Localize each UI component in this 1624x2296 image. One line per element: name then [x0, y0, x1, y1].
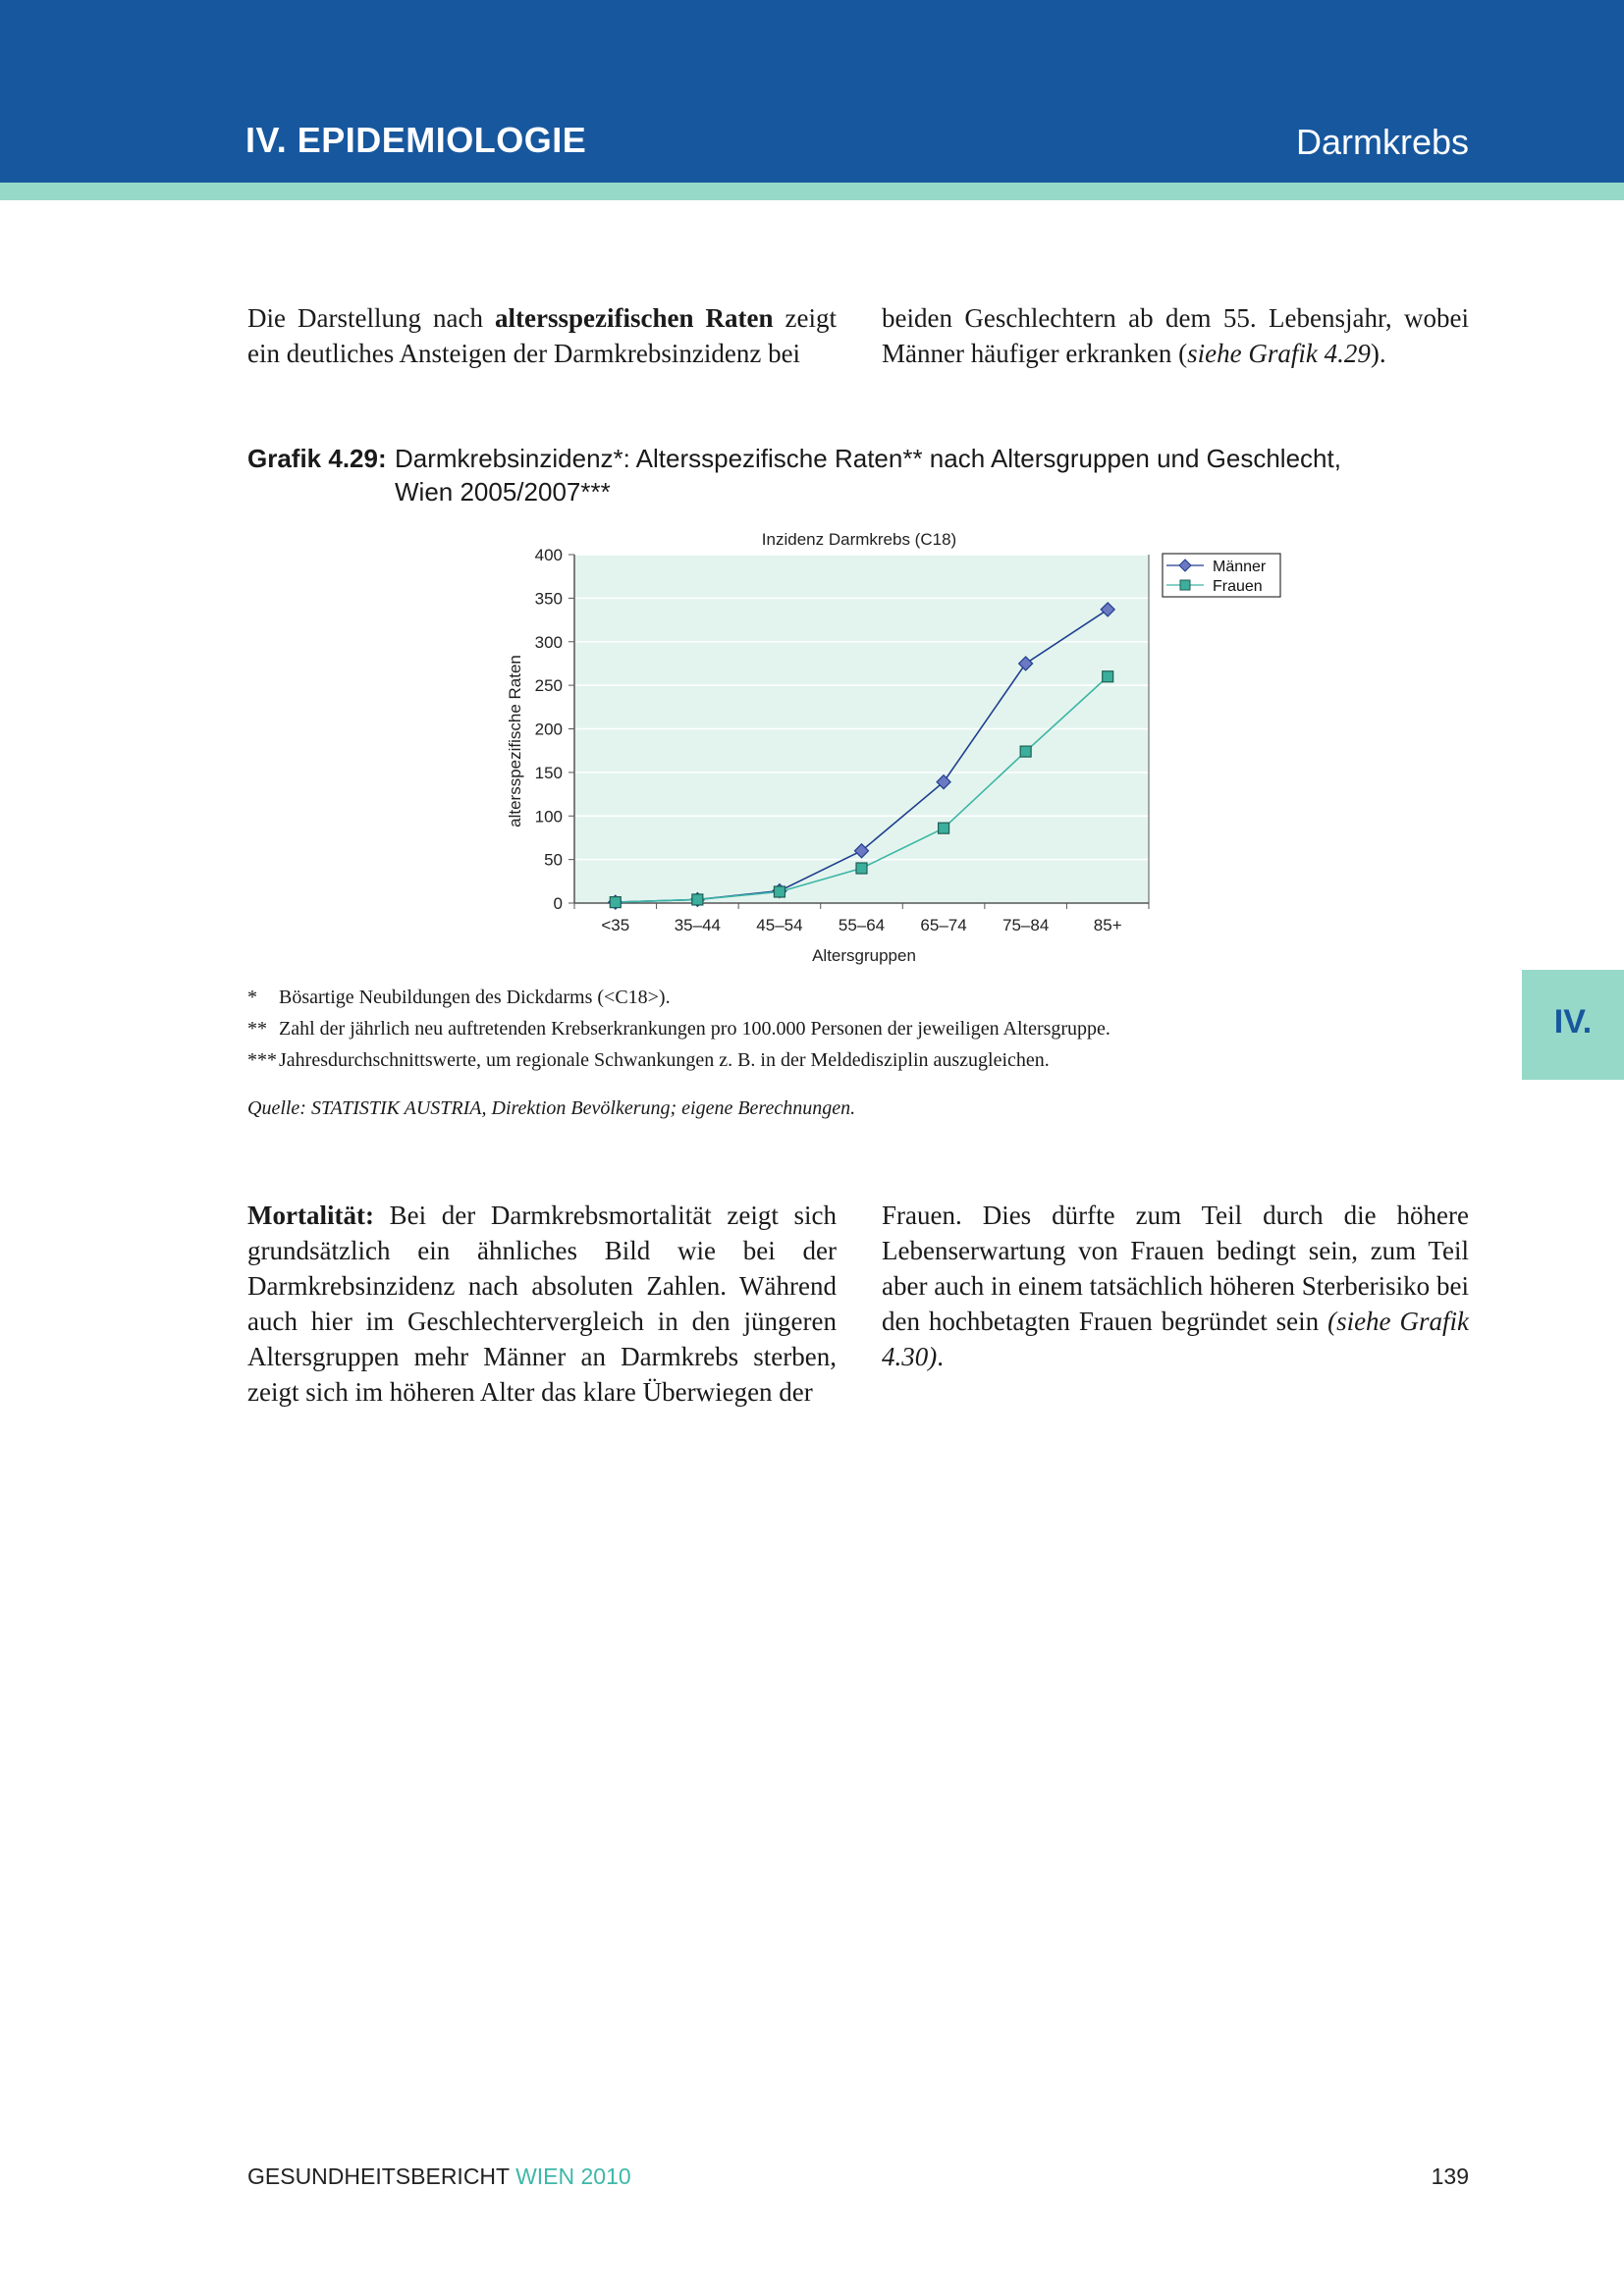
mortality-right-paragraph: Frauen. Dies dürfte zum Teil durch die höhere Lebenserwartung von Frauen bedingt sein, zum Teil aber auch in einem tatsächlich höheren Sterberisiko bei den hochbetagten Frauen begründet sein (siehe Grafik 4.30).	[882, 1201, 1469, 1371]
figure-reference: siehe Grafik 4.29	[1187, 339, 1371, 368]
data-point-frauen	[610, 897, 621, 908]
y-tick-label: 250	[534, 676, 563, 696]
x-tick-label: <35	[601, 916, 630, 934]
x-tick-labels	[574, 903, 1149, 934]
data-point-frauen	[1103, 671, 1113, 682]
intro-left-paragraph: Die Darstellung nach altersspezifischen Raten zeigt ein deutliches Ansteigen der Darmkrebsinzidenz bei	[247, 303, 837, 368]
legend-label-maenner: Männer	[1213, 559, 1267, 575]
y-tick-label: 200	[534, 720, 563, 739]
mortality-heading: Mortalität:	[247, 1201, 374, 1230]
chart-title: Inzidenz Darmkrebs (C18)	[761, 530, 957, 549]
incidence-line-chart	[481, 520, 1316, 972]
topic-title: Darmkrebs	[1295, 122, 1469, 162]
figure-caption-text: Darmkrebsinzidenz*: Altersspezifische Raten** nach Altersgruppen und Geschlecht, Wien 2005/2007***	[395, 444, 1341, 507]
chapter-side-tab-label: IV.	[1553, 1003, 1593, 1041]
x-tick-label: 85+	[1093, 916, 1122, 934]
intro-bold-term: altersspezifischen Raten	[495, 303, 774, 333]
legend-label-frauen: Frauen	[1213, 578, 1263, 595]
footer-publication: GESUNDHEITSBERICHT WIEN 2010	[247, 2163, 631, 2189]
footnote-3: *** Jahresdurchschnittswerte, um regionale Schwankungen z. B. in der Meldedisziplin auszugleichen.	[247, 1049, 1050, 1071]
y-tick-label: 0	[553, 894, 563, 913]
footnote-2: ** Zahl der jährlich neu auftretenden Krebserkrankungen pro 100.000 Personen der jeweiligen Altersgruppe.	[247, 1018, 1110, 1040]
data-point-frauen	[856, 863, 867, 874]
y-axis-label: altersspezifische Raten	[506, 655, 524, 828]
figure-label: Grafik 4.29:	[247, 444, 387, 473]
legend	[1163, 554, 1280, 597]
x-tick-label: 75–84	[1002, 916, 1050, 934]
y-tick-label: 300	[534, 632, 563, 652]
data-point-frauen	[939, 823, 949, 833]
y-tick-label: 100	[534, 807, 563, 827]
x-tick-label: 65–74	[920, 916, 967, 934]
y-tick-label: 400	[534, 546, 563, 564]
legend-marker-frauen	[1180, 580, 1190, 590]
header-stripe	[0, 183, 1624, 200]
mortality-left-paragraph: Mortalität: Bei der Darmkrebsmortalität zeigt sich grundsätzlich ein ähnliches Bild wie bei der Darmkrebsinzidenz nach absoluten Zahlen. Während auch hier im Geschlechtervergleich in den jüngeren Altersgruppen mehr Männer an Darmkrebs sterben, zeigt sich im höheren Alter das klare Überwiegen der	[247, 1201, 837, 1407]
y-tick-labels	[535, 546, 574, 913]
page-number: 139	[1431, 2163, 1469, 2189]
x-tick-label: 35–44	[674, 916, 721, 934]
x-tick-label: 45–54	[756, 916, 803, 934]
section-title: IV. EPIDEMIOLOGIE	[245, 120, 587, 160]
chapter-side-tab	[1522, 970, 1624, 1080]
data-point-frauen	[692, 894, 703, 905]
intro-right-paragraph: beiden Geschlechtern ab dem 55. Lebensjahr, wobei Männer häufiger erkranken (siehe Grafik 4.29).	[882, 303, 1469, 368]
footnote-1: * Bösartige Neubildungen des Dickdarms (<C18>).	[247, 987, 671, 1008]
source-note: Quelle: STATISTIK AUSTRIA, Direktion Bevölkerung; eigene Berechnungen.	[247, 1097, 856, 1119]
footnotes	[247, 982, 1377, 1076]
y-tick-label: 50	[544, 850, 563, 870]
data-point-frauen	[774, 886, 785, 897]
figure-reference-2: (siehe Grafik 4.30)	[882, 1307, 1469, 1371]
x-tick-label: 55–64	[838, 916, 886, 934]
data-point-frauen	[1020, 746, 1031, 757]
y-tick-label: 150	[534, 763, 563, 782]
y-tick-label: 350	[534, 589, 563, 609]
x-axis-label: Altersgruppen	[812, 946, 916, 965]
